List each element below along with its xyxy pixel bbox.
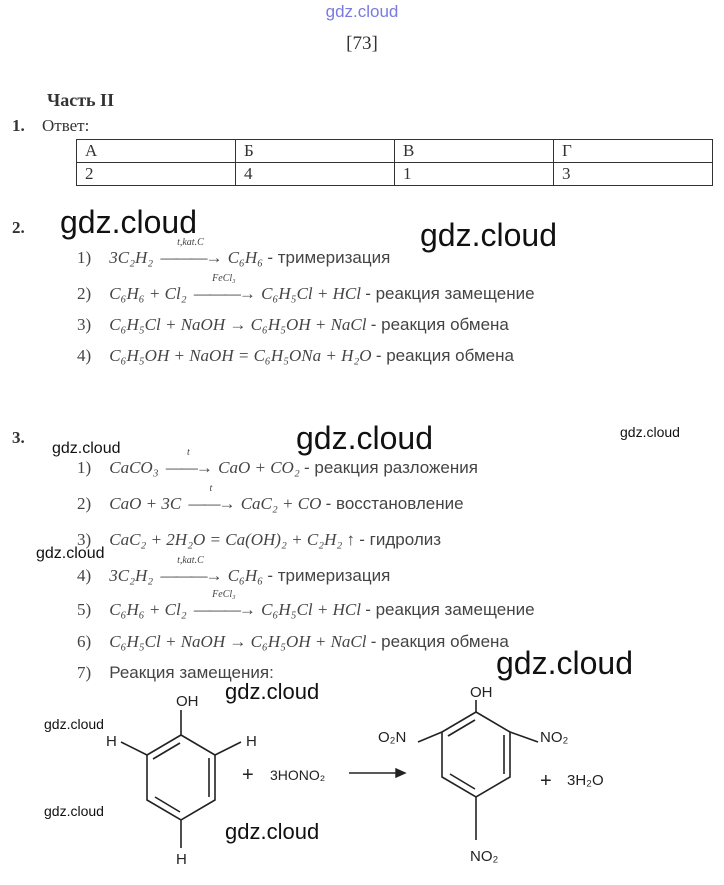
products: C₆H₅Cl + HCl: [261, 600, 361, 619]
watermark: gdz.cloud: [496, 645, 633, 681]
reaction-arrow: [349, 769, 405, 777]
equation: C₆H₅Cl + NaOH → C₆H₅OH + NaCl: [109, 632, 367, 651]
answer-label: Ответ:: [42, 116, 90, 135]
reaction-description: Реакция замещения:: [109, 663, 274, 682]
reaction-description: - реакция обмена: [370, 632, 509, 651]
equation: CaC₂ + 2H₂O = Ca(OH)₂ + C₂H₂ ↑: [109, 530, 356, 549]
equation-line: [77, 483, 464, 514]
products: CaC₂ + CO: [240, 494, 322, 513]
reaction-condition: t,kat.C: [177, 555, 204, 566]
equation-line: [77, 632, 509, 652]
line-number: 7): [77, 663, 92, 682]
picric-acid-ring: [418, 700, 538, 840]
reactants: C₆H₆ + Cl₂: [109, 284, 187, 303]
watermark: gdz.cloud: [60, 204, 197, 240]
table-cell: В: [395, 140, 554, 163]
nitration-scheme: [0, 680, 724, 880]
reaction-condition: t: [209, 483, 213, 494]
reaction-condition: t,kat.C: [177, 237, 204, 248]
reaction-description: - реакция обмена: [370, 315, 509, 334]
table-cell: Г: [554, 140, 713, 163]
reaction-arrow: FeCl₃ ———→: [193, 589, 254, 619]
reaction-description: - реакция замещение: [365, 600, 535, 619]
task-number: 1.: [12, 116, 25, 135]
line-number: 2): [77, 494, 92, 513]
reaction-description: - восстановление: [325, 494, 464, 513]
reactants: 3C₂H₂: [109, 566, 154, 585]
plus-sign: +: [540, 770, 552, 792]
task-number: 3.: [12, 428, 25, 447]
watermark: gdz.cloud: [52, 440, 121, 457]
watermark: gdz.cloud: [296, 420, 433, 456]
table-cell: 1: [395, 163, 554, 186]
reaction-condition: FeCl₃: [212, 273, 236, 284]
table-cell: 3: [554, 163, 713, 186]
h-bottom-label: H: [176, 851, 187, 868]
watermark: gdz.cloud: [44, 716, 104, 732]
table-cell: 2: [77, 163, 236, 186]
line-number: 3): [77, 530, 92, 549]
reaction-description: - гидролиз: [359, 530, 442, 549]
reaction-arrow: t ——→: [188, 483, 234, 513]
reaction-description: - реакция обмена: [375, 346, 514, 365]
reaction-description: - тримеризация: [267, 566, 391, 585]
watermark: gdz.cloud: [225, 819, 320, 844]
equation-line: [77, 315, 509, 335]
equation-line: [77, 589, 535, 620]
section-title: Часть II: [47, 90, 115, 110]
nitro-left-label: O₂N: [378, 729, 407, 746]
phenol-oh-label: OH: [176, 693, 199, 710]
reaction-description: - реакция замещение: [365, 284, 535, 303]
reaction-description: - реакция разложения: [304, 458, 478, 477]
products: C₆H₆: [227, 566, 264, 585]
task-number: 2.: [12, 218, 25, 237]
h-right-label: H: [246, 733, 257, 750]
equation-line: [77, 447, 478, 478]
equation: C₆H₅OH + NaOH = C₆H₅ONa + H₂O: [109, 346, 372, 365]
table-row: [77, 163, 713, 186]
reactants: 3C₂H₂: [109, 248, 154, 267]
equation-line: [77, 237, 391, 268]
watermark: gdz.cloud: [620, 424, 680, 440]
equation: C₆H₅Cl + NaOH → C₆H₅OH + NaCl: [109, 315, 367, 334]
nitro-right-label: NO₂: [540, 729, 569, 746]
reactants: CaO + 3C: [109, 494, 182, 513]
line-number: 4): [77, 346, 92, 365]
products: C₆H₆: [227, 248, 264, 267]
page-number: [73]: [346, 33, 378, 54]
equation-line: [77, 530, 441, 550]
answer-table: [76, 139, 713, 186]
reaction-arrow: FeCl₃ ———→: [193, 273, 254, 303]
table-cell: Б: [236, 140, 395, 163]
nitric-acid-label: 3HONO₂: [270, 767, 326, 783]
reactants: CaCO₃: [109, 458, 159, 477]
equation-line: [77, 555, 391, 586]
reaction-condition: FeCl₃: [212, 589, 236, 600]
picric-oh-label: OH: [470, 684, 493, 701]
phenol-ring: [121, 710, 241, 848]
products: C₆H₅Cl + HCl: [261, 284, 361, 303]
reactants: C₆H₆ + Cl₂: [109, 600, 187, 619]
site-link[interactable]: gdz.cloud: [325, 2, 399, 21]
nitro-bottom-label: NO₂: [470, 848, 499, 865]
line-number: 3): [77, 315, 92, 334]
h-left-label: H: [106, 733, 117, 750]
products: CaO + CO₂: [218, 458, 300, 477]
watermark: gdz.cloud: [36, 545, 105, 562]
watermark: gdz.cloud: [44, 803, 104, 819]
reaction-arrow: t ——→: [165, 447, 211, 477]
line-number: 1): [77, 248, 92, 267]
equation-line: [77, 346, 514, 366]
watermark: gdz.cloud: [225, 679, 320, 704]
line-number: 1): [77, 458, 92, 477]
line-number: 4): [77, 566, 92, 585]
reaction-arrow: t,kat.C ———→: [160, 555, 221, 585]
table-cell: 4: [236, 163, 395, 186]
plus-sign: +: [242, 764, 254, 786]
water-label: 3H₂O: [567, 772, 604, 789]
reaction-description: - тримеризация: [267, 248, 391, 267]
equation-line: [77, 273, 535, 304]
reaction-condition: t: [186, 447, 190, 458]
watermark: gdz.cloud: [420, 217, 557, 253]
table-cell: А: [77, 140, 236, 163]
line-number: 2): [77, 284, 92, 303]
line-number: 5): [77, 600, 92, 619]
line-number: 6): [77, 632, 92, 651]
reaction-arrow: t,kat.C ———→: [160, 237, 221, 267]
table-row: [77, 140, 713, 163]
